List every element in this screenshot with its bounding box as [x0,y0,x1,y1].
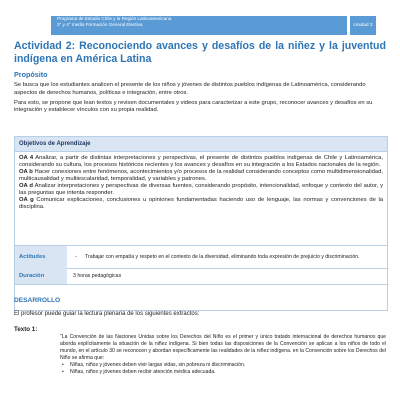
proposito-heading: Propósito [14,70,48,79]
quote-bullets [60,362,386,376]
proposito-paragraph-1: Se busca que los estudiantes analicen el presente de los niños y jóvenes de distintos pueblos indígenas de Latinoamérica, considerando aspectos de derechos humanos, políticas e integración, entre otros. [14,82,366,96]
unit-tab: Unidad 3 [350,16,376,35]
duracion-label: Duración [15,268,67,284]
duracion-value: 3 horas pedagógicas [73,272,122,279]
oa-4 [19,155,383,169]
program-level: 3° y 4° medio Formación General Electiva [57,22,143,28]
texto-1-label: Texto 1: [14,326,38,333]
objetivos-heading: Objetivos de Aprendizaje [15,137,387,152]
actitudes-value [67,246,387,268]
oa-g-text: Comunicar explicaciones, conclusiones u opiniones fundamentadas haciendo uso de lenguaje, las normas y convenciones de la disciplina. [19,197,383,211]
desarrollo-heading: DESARROLLO [14,297,61,304]
oa-b-text: Hacer conexiones entre fenómenos, acontecimientos y/o procesos de la realidad considerando conceptos como multidimensionalidad, multicausalidad y multiescalaridad, temporalidad, y variables y patrones. [19,169,383,183]
actitudes-list [73,254,360,261]
oa-d [19,183,383,197]
oa-g-label: OA g [19,197,34,204]
program-header [57,16,171,28]
oa-b [19,169,383,183]
oa-d-text: Analizar interpretaciones y perspectivas de diversas fuentes, considerando propósito, intencionalidad, enfoque y contexto del autor, y las preguntas que intenta responder. [19,183,383,197]
proposito-paragraph-2: Para esto, se propone que lean textos y revisen documentales y videos para caracterizar a este grupo, reconocer avances y desafíos en su integración y establecer vínculos con su propia realidad. [14,99,373,114]
quote-paragraph: "La Convención de las Naciones Unidas sobre los Derechos del Niño es el primer y único tratado internacional de derechos humanos que aborda explícitamente la situación de la niñez indígena. Si bien todas las disposiciones de la Convención se aplican a los niños de todo el mundo, en el artículo 30 se reconocen y abordan específicamente las realidades de la niñez indígena. en la Convención sobre los Derechos del Niño se afirma que: [60,334,386,361]
actitudes-item: - Trabajar con empatía y respeto en el contexto de la diversidad, eliminando toda expresión de prejuicio y discriminación. [73,254,360,261]
oa-d-label: OA d [19,183,33,190]
oa-4-label: OA 4 [19,155,34,161]
proposito-section [14,82,384,118]
desarrollo-intro: El profesor puede guiar la lectura plenaria de los siguientes extractos: [14,311,200,317]
oa-g [19,197,383,211]
activity-title: Actividad 2: Reconociendo avances y desafíos de la niñez y la juventud indígena en América Latina [14,40,386,65]
objetivos-body [15,152,387,211]
oa-4-text: Analizar, a partir de distintas interpretaciones y perspectivas, el presente de distintos pueblos indígenas de Chile y Latinoamérica, considerando su cultura, los procesos históricos recientes y los avances y desafíos en su integración a los Estados nacionales de la región. [19,155,383,169]
oa-b-label: OA b [19,169,33,176]
duracion-row [14,268,388,285]
texto-1-quote [60,334,386,375]
quote-bullet-1: • Niñas, niños y jóvenes deben vivir largas vidas, sin pobreza ni discriminación. [60,362,386,369]
actitudes-label: Actitudes [15,246,67,268]
program-name: Programa de Estudio Chile y la Región Latinoamericana [57,16,172,21]
actitudes-row [14,245,388,269]
quote-bullet-2: • Niñas, niños y jóvenes deben recibir atención médica adecuada. [60,369,386,376]
